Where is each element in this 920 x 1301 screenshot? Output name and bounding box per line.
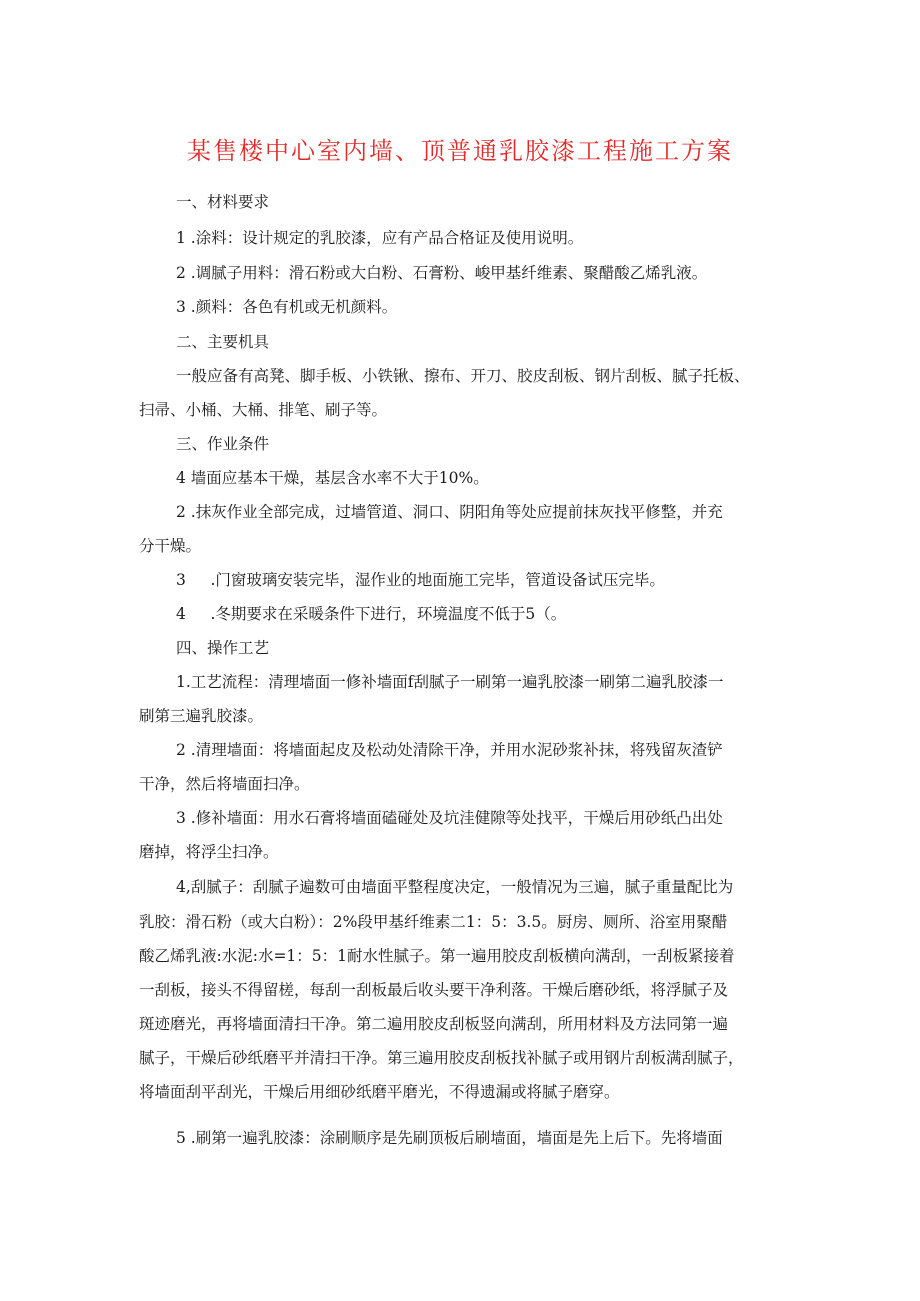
document-title: 某售楼中心室内墙、顶普通乳胶漆工程施工方案 — [187, 137, 733, 165]
paragraph-line: 腻子，干燥后砂纸磨平并清扫干净。第三遍用胶皮刮板找补腻子或用钢片刮板满刮腻子， — [139, 1049, 744, 1067]
paragraph-line: 一刮板，接头不得留槎，每刮一刮板最后收头要干净利落。干燥后磨砂纸，将浮腻子及 — [139, 981, 729, 999]
paragraph-line: 扫帚、小桶、大桶、排笔、刷子等。 — [139, 401, 388, 419]
paragraph-line: 酸乙烯乳液:水泥:水=1：5：1耐水性腻子。第一遍用胶皮刮板横向满刮，一刮板紧接着 — [139, 947, 735, 965]
paragraph-line: 2 .抹灰作业全部完成，过墙管道、洞口、阴阳角等处应提前抹灰找平修整，并充 — [176, 503, 723, 521]
paragraph-line: 3 .修补墙面：用水石膏将墙面磕碰处及坑洼健隙等处找平，干燥后用砂纸凸出处 — [176, 809, 723, 827]
paragraph-line: 1.工艺流程：清理墙面一修补墙面f刮腻子一刷第一遍乳胶漆一刷第二遍乳胶漆一 — [176, 673, 724, 691]
heading-process: 四、操作工艺 — [176, 639, 270, 657]
paragraph-line: 磨掉，将浮尘扫净。 — [139, 843, 279, 861]
paragraph-line: 2 .清理墙面：将墙面起皮及松动处清除干净，并用水泥砂浆补抹，将残留灰渣铲 — [176, 741, 723, 759]
heading-tools: 二、主要机具 — [176, 333, 270, 351]
paragraph-line: 5 .刷第一遍乳胶漆：涂刷顺序是先刷顶板后刷墙面，墙面是先上后下。先将墙面 — [176, 1129, 723, 1147]
paragraph-line: 刷第三遍乳胶漆。 — [139, 707, 264, 725]
paragraph-line: 分干燥。 — [139, 537, 202, 555]
paragraph-line: 乳胶：滑石粉（或大白粉）：2%段甲基纤维素二1：5：3.5。厨房、厕所、浴室用聚醋 — [139, 913, 728, 931]
paragraph-line: 干净，然后将墙面扫净。 — [139, 775, 310, 793]
paragraph-line: 3 .门窗玻璃安装完毕，湿作业的地面施工完毕，管道设备试压完毕。 — [176, 571, 665, 589]
heading-conditions: 三、作业条件 — [176, 435, 270, 453]
heading-materials: 一、材料要求 — [176, 193, 270, 211]
paragraph-line: 4 墙面应基本干燥，基层含水率不大于10%。 — [176, 469, 489, 487]
paragraph-line: 3 .颜料：各色有机或无机颜料。 — [176, 298, 398, 316]
paragraph-line: 2 .调腻子用料：滑石粉或大白粉、石膏粉、峻甲基纤维素、聚醋酸乙烯乳液。 — [176, 264, 708, 282]
paragraph-line: 4,刮腻子：刮腻子遍数可由墙面平整程度决定，一般情况为三遍，腻子重量配比为 — [176, 878, 734, 896]
paragraph-line: 1 .涂料：设计规定的乳胶漆，应有产品合格证及使用说明。 — [176, 229, 584, 247]
paragraph-line: 一般应备有高凳、脚手板、小铁锹、擦布、开刀、胶皮刮板、钢片刮板、腻子托板、 — [176, 367, 750, 385]
paragraph-line: 将墙面刮平刮光，干燥后用细砂纸磨平磨光，不得遗漏或将腻子磨穿。 — [139, 1083, 620, 1101]
paragraph-line: 4 .冬期要求在采暖条件下进行，环境温度不低于5（。 — [176, 605, 567, 623]
paragraph-line: 斑迹磨光，再将墙面清扫干净。第二遍用胶皮刮板竖向满刮，所用材料及方法同第一遍 — [139, 1015, 729, 1033]
